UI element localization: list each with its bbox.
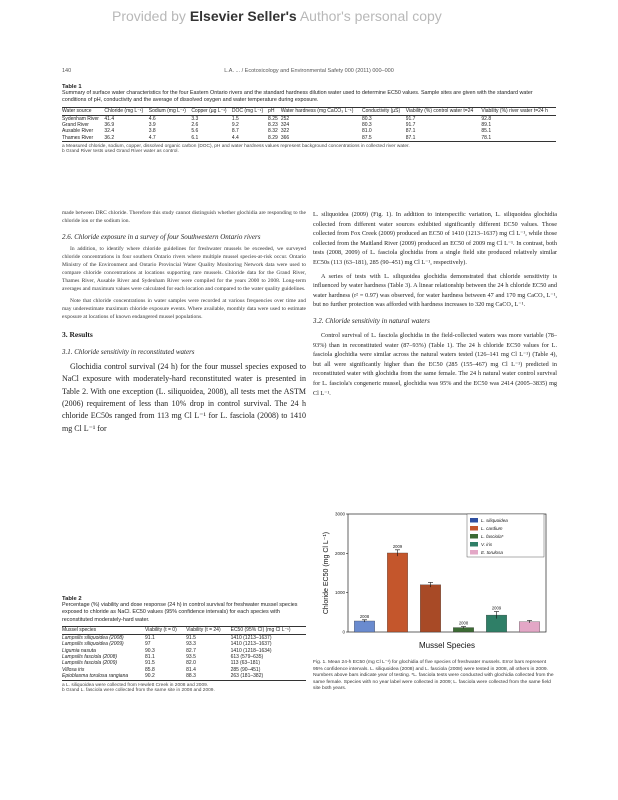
table-cell: Sydenham River [62,115,99,122]
t1-column-header: Chloride (mg L⁻¹) [104,107,148,115]
table-cell: 93.3 [186,641,196,648]
right-column [313,210,557,402]
paragraph: L. siliquoidea (2009) (Fig. 1). In addition to interspecific variation, L. siliquoidea glochidia collected from different water sources exhibited significantly different EC50 values. Those collected from Fox Creek (2009) produced an EC50 of 1410 (1213–1637) mg Cl L⁻¹, while those collected from the Maitland River (2009) produced an EC50 of 2009 mg Cl L⁻¹. In contrast, both tests (2008, 2009) of L. fasciola glochidia from a single field site produced relatively similar EC50s (113 (63–181), 285 (90–451) mg Cl L⁻¹, respectively). [313,211,557,267]
table-cell: 4.7 [149,135,192,142]
table-cell: 1410 (1213–1637) [230,641,272,648]
bar [354,621,374,632]
bar-year-label: 2009 [392,543,403,549]
t1-column-header: pH [268,107,281,115]
t1-column-header: Viability (%) control water t=24 [406,107,482,115]
table-cell: 36.2 [104,135,148,142]
table-cell: 6.1 [191,135,232,142]
table-cell: 81.1 [145,654,155,661]
table-cell: 93.5 [186,654,196,661]
bar-year-label: 2009 [491,605,502,611]
table-cell: Lampsilis fasciola (2008) [62,654,118,661]
table-cell: 8.7 [231,128,239,135]
table-1 [62,84,556,154]
legend-swatch [470,526,478,531]
table-cell: Lampsilis siliquoidea (2009) [62,641,124,648]
section-heading-3-2: 3.2. Chloride sensitivity in natural waters [313,317,430,326]
table-cell: 3.9 [148,121,156,128]
table-cell: 97 [145,641,151,648]
section-heading-results: 3. Results [62,329,93,339]
figure-1 [320,506,556,654]
table-cell: 1410 (1213–1637) [230,634,272,641]
t1-column-header: Viability (%) river water t=24 h [481,107,556,115]
bar [420,585,440,632]
table-cell: 78.1 [481,135,556,142]
watermark: Provided by Elsevier Seller's Author's personal copy [112,8,442,24]
table-cell: 81.4 [186,666,196,673]
table-2-grid [62,626,306,681]
bar-year-label: 2008 [458,620,469,626]
table-row [62,634,306,641]
table-cell: 113 (63–181) [230,660,260,667]
table-cell: Lampsilis siliquoidea (2008) [62,634,124,641]
legend-label: E. torulosa [481,550,503,555]
table-row [62,115,556,122]
paragraph: Glochidia control survival (24 h) for the four mussel species exposed to NaCl exposure with moderately-hard reconstituted water is presented in Table 2. With one exception (L. siliquoidea, 2008), all tests met the ASTM (2006) requirement of less than 10% drop in control survival. The 24 h chloride EC50s ranged from 113 mg Cl L⁻¹ for L. fasciola (2008) to 1410 mg Cl L⁻¹ for [62,361,306,433]
table-cell: 8.25 [268,115,278,122]
table-cell: 90.3 [145,647,155,654]
legend-label: L. siliquoidea [481,518,508,523]
table-cell: 91.1 [145,634,155,641]
table-cell: 8.29 [268,135,281,142]
table-cell: 1410 (1218–1634) [230,647,272,654]
table-cell: Ligumia nasuta [62,647,96,654]
legend-swatch [470,542,478,547]
table-2-caption: Percentage (%) viability and dose response (24 h) in control survival for freshwater mussel species exposed to chloride as NaCl. EC50 values (95% confidence intervals) for each species with reconstituted moderately-hard water. [62,602,298,623]
t1-column-header: Water source [62,107,104,115]
table-cell: 613 (579–635) [230,654,264,661]
table-1-footnote-b: b Grand River tests used Grand River water as control. [62,149,179,155]
table-cell: 91.5 [186,634,196,641]
table-cell: 91.5 [145,660,155,667]
table-cell: 3.3 [191,115,199,122]
table-cell: 81.0 [361,128,372,135]
table-2-label: Table 2 [62,596,82,602]
t1-column-header: Copper (µg L⁻¹) [191,107,232,115]
legend-label: L. fasciola* [481,534,504,539]
page-number: 140 [62,68,72,74]
table-cell: 9.2 [231,121,239,128]
y-axis-label: Chloride EC50 (mg Cl L⁻¹) [323,531,330,615]
left-column [62,210,306,439]
table-cell: 2.6 [191,121,199,128]
section-heading-3-1: 3.1. Chloride sensitivity in reconstituted waters [62,347,195,356]
paragraph: made between DRC chloride. Therefore this study cannot distinguish whether glochidia are responding to the chloride ion or the sodium ion. [62,210,306,224]
table-cell: 92.8 [481,115,492,122]
t2-column-header: Viability (t = 0) [145,626,186,634]
table-cell: 85.8 [145,666,155,673]
table-cell: Ausable River [62,128,94,135]
ec50-bar-chart [320,506,556,654]
table-cell: 263 (181–382) [231,673,306,680]
table-cell: 88.3 [186,673,230,680]
t1-column-header: Conductivity (µS) [362,107,406,115]
table-cell: 8.32 [268,128,278,135]
figure-1-caption: Fig. 1. Mean 24-h EC50 (mg Cl L⁻¹) for glochidia of five species of freshwater mussels. Error bars represent 95% confidence intervals. L. siliquoidea (2008) and L. fasciola (2008) were tested in 2008, all others in 2009. Numbers above bars indicate year of testing. *L. fasciola tests were conducted with glochidia collected from the same female. Species with no year label were collected in 2009; L. fasciola were collected from the same field site both years. [313,660,554,692]
y-tick-label: 0 [342,629,345,635]
table-cell: 82.0 [186,660,196,667]
table-cell: 324 [280,121,290,128]
table-cell: 87.1 [405,128,416,135]
table-cell: Lampsilis fasciola (2009) [62,660,118,667]
t1-column-header: DOC (mg L⁻¹) [232,107,268,115]
y-tick-label: 3000 [334,511,345,517]
section-heading-2-6: 2.6. Chloride exposure in a survey of four Southwestern Ontario rivers [62,232,261,241]
table-row [62,673,306,680]
table-cell: 85.1 [481,128,492,135]
table-cell: 91.7 [405,115,416,122]
table-cell: 80.3 [361,121,372,128]
table-cell: 89.1 [481,121,492,128]
table-2-footnote-b: b Grand L. fasciola were collected from the same site in 2008 and 2009. [62,687,215,693]
table-cell: 91.7 [405,121,416,128]
t1-column-header: Water hardness (mg CaCO₃ L⁻¹) [281,107,362,115]
t2-column-header: EC50 (95% CI) (mg Cl L⁻¹) [231,626,306,634]
legend-swatch [470,518,478,523]
y-tick-label: 1000 [334,590,345,596]
table-cell: 8.23 [268,121,278,128]
table-cell: Villosa iris [62,666,85,673]
table-cell: 285 (90–451) [230,666,261,673]
table-cell: 82.7 [186,647,196,654]
table-cell: 87.1 [406,135,482,142]
bar [387,553,407,632]
paragraph: A series of tests with L. siliquoidea glochidia demonstrated that chloride sensitivity is influenced by water hardness (Table 3). A linear relationship between the 24 h chloride EC50 and water hardness (r² = 0.97) was observed, for water hardness between 47 and 170 mg CaCO₃ L⁻¹, but no further protection was afforded with hardness increases to 320 mg CaCO₃ L⁻¹. [313,272,557,309]
table-cell: 80.3 [361,115,372,122]
table-cell: 4.4 [232,135,268,142]
table-cell: Grand River [62,121,89,128]
table-cell: 87.5 [362,135,406,142]
table-1-footnote-a: a Measured chloride, sodium, copper, dissolved organic carbon (DOC), pH and water hardness values represent background concentrations in collected river water. [62,144,410,150]
paragraph: Note that chloride concentrations in water samples were recorded at various frequencies over time and may underestimate maximum chloride exposure events. Where available, monthly data were used to estimate exposure at locations of known endangered mussel populations. [62,297,306,320]
t2-column-header: Viability (t = 24) [186,626,230,634]
table-cell: Epioblasma torulosa rangiana [62,673,145,680]
table-cell: 32.4 [104,128,115,135]
bar-year-label: 2008 [359,613,370,619]
legend-swatch [470,534,478,539]
legend-label: L. cardium [481,526,503,531]
table-cell: 252 [280,115,290,122]
table-cell: 5.6 [191,128,199,135]
table-1-label: Table 1 [62,84,82,90]
paragraph: In addition, to identify where chloride guidelines for freshwater mussels be exceeded, we surveyed chloride concentrations in four southern Ontario rivers where multiple mussel species-at-risk occur. Ontario Ministry of the Environment and Ontario Provincial Water Quality Monitoring Network data were used to compare chloride concentrations at locations supporting rare mussels. Chloride data for the Grand River, Thames River, Ausable River and Sydenham River were compiled for the years 2000 to 2008. Long-term averages and maximum values were calculated for each location and compared to the water quality guidelines. [62,246,306,292]
table-cell: 90.2 [145,673,186,680]
table-cell: 366 [281,135,362,142]
table-1-grid [62,107,556,143]
table-cell: 1.5 [231,115,239,122]
table-2 [62,596,306,693]
paragraph: Control survival of L. fasciola glochidia in the field-collected waters was more variable (78–93%) than in reconstituted water (87–93%) (Table 1). The 24 h chloride EC50 values for L. fasciola glochidia were similar across the natural waters tested (126–141 mg Cl L⁻¹) (Table 4), but all were significantly higher than the EC50 (285 (155–467) mg Cl L⁻¹) predicted in reconstituted water with glochidia from the same female. The 24 h natural water control survival for L. fasciola's congeneric mussel, glochidia was 95% and the EC50 was 2414 (2005–3835) mg Cl L⁻¹. [313,331,557,397]
x-axis-label: Mussel Species [418,641,476,650]
legend-label: V. iris [481,542,493,547]
table-row [62,135,556,142]
journal-reference: L.A. ... / Ecotoxicology and Environmental Safety 000 (2011) 000–000 [224,68,394,74]
table-cell: 36.9 [104,121,115,128]
t2-column-header: Mussel species [62,626,145,634]
legend-swatch [470,550,478,555]
bar [519,622,539,632]
table-2-footnote-a: a L. siliquoidea were collected from Hewlett Creek in 2008 and 2009. [62,682,209,688]
y-tick-label: 2000 [334,550,345,556]
t1-column-header: Sodium (mg L⁻¹) [149,107,192,115]
table-cell: Thames River [62,135,104,142]
table-cell: 4.6 [148,115,156,122]
table-1-caption: Summary of surface water characteristics for the four Eastern Ontario rivers and the standard hardness dilution water used to determine EC50 values. Sample sites are given with the standard water conditions of pH, conductivity and the average of dissolved oxygen and water temperature during exposure. [62,90,533,104]
table-cell: 322 [280,128,290,135]
table-cell: 3.8 [148,128,156,135]
table-cell: 41.4 [104,115,115,122]
